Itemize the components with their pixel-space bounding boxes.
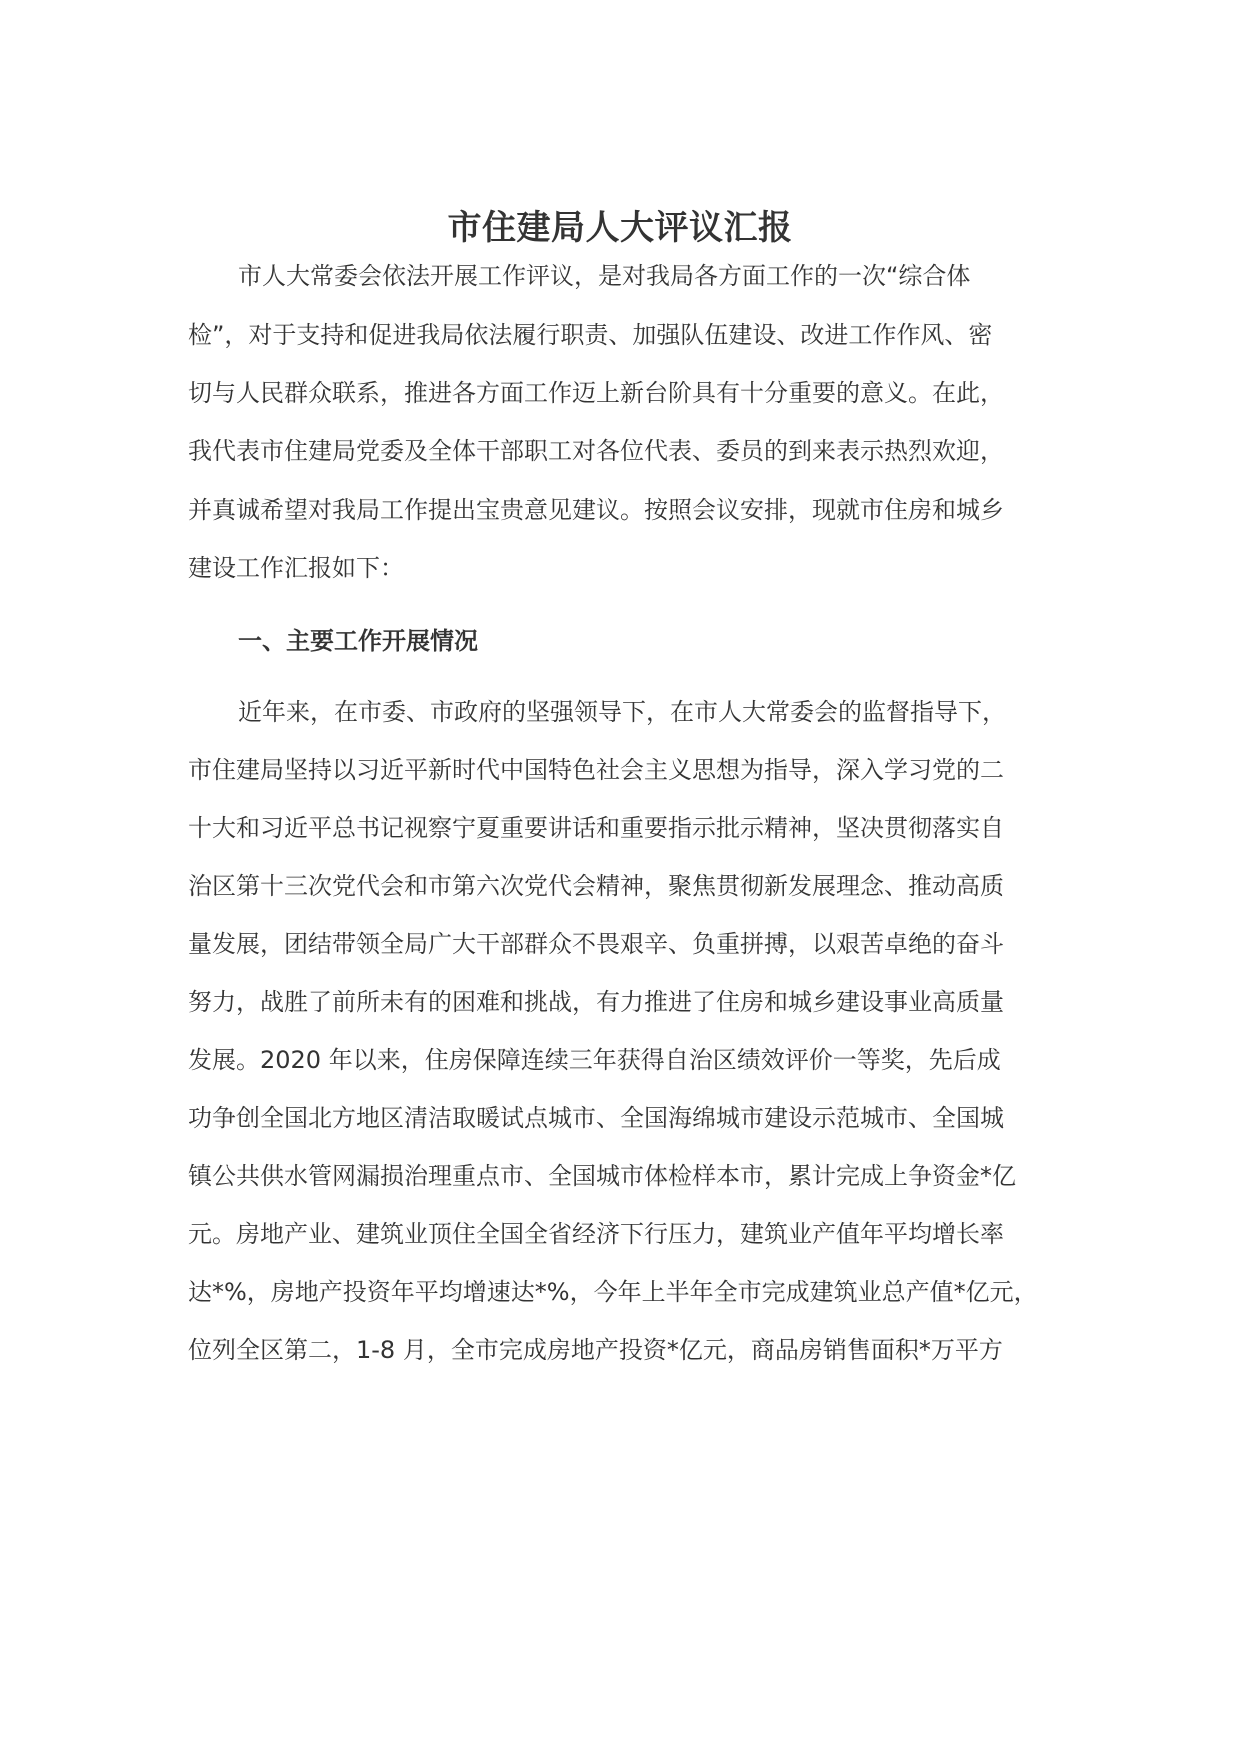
paragraph-line: 切与人民群众联系，推进各方面工作迈上新台阶具有十分重要的意义。在此，	[188, 379, 1004, 407]
paragraph-line: 发展。2020 年以来，住房保障连续三年获得自治区绩效评价一等奖，先后成	[188, 1046, 1001, 1074]
paragraph-line: 位列全区第二，1-8 月，全市完成房地产投资*亿元，商品房销售面积*万平方	[188, 1336, 1003, 1364]
paragraph-line: 治区第十三次党代会和市第六次党代会精神，聚焦贯彻新发展理念、推动高质	[188, 872, 1004, 900]
section-heading: 一、主要工作开展情况	[238, 627, 478, 655]
paragraph-line: 市人大常委会依法开展工作评议，是对我局各方面工作的一次“综合体	[238, 262, 971, 290]
paragraph-line: 十大和习近平总书记视察宁夏重要讲话和重要指示批示精神，坚决贯彻落实自	[188, 814, 1004, 842]
paragraph-line: 镇公共供水管网漏损治理重点市、全国城市体检样本市，累计完成上争资金*亿	[188, 1162, 1016, 1190]
paragraph-line: 功争创全国北方地区清洁取暖试点城市、全国海绵城市建设示范城市、全国城	[188, 1104, 1004, 1132]
paragraph-line: 元。房地产业、建筑业顶住全国全省经济下行压力，建筑业产值年平均增长率	[188, 1220, 1004, 1248]
paragraph-line: 努力，战胜了前所未有的困难和挑战，有力推进了住房和城乡建设事业高质量	[188, 988, 1004, 1016]
paragraph-line: 市住建局坚持以习近平新时代中国特色社会主义思想为指导，深入学习党的二	[188, 756, 1004, 784]
paragraph-line: 检”，对于支持和促进我局依法履行职责、加强队伍建设、改进工作作风、密	[188, 321, 993, 349]
paragraph-line: 建设工作汇报如下：	[188, 554, 404, 582]
paragraph-line: 我代表市住建局党委及全体干部职工对各位代表、委员的到来表示热烈欢迎，	[188, 437, 1004, 465]
paragraph-line: 达*%，房地产投资年平均增速达*%，今年上半年全市完成建筑业总产值*亿元，	[188, 1278, 1038, 1306]
document-title: 市住建局人大评议汇报	[447, 208, 793, 248]
paragraph-line: 并真诚希望对我局工作提出宝贵意见建议。按照会议安排，现就市住房和城乡	[188, 496, 1004, 524]
paragraph-line: 近年来，在市委、市政府的坚强领导下，在市人大常委会的监督指导下，	[238, 698, 1006, 726]
paragraph-line: 量发展，团结带领全局广大干部群众不畏艰辛、负重拼搏，以艰苦卓绝的奋斗	[188, 930, 1004, 958]
